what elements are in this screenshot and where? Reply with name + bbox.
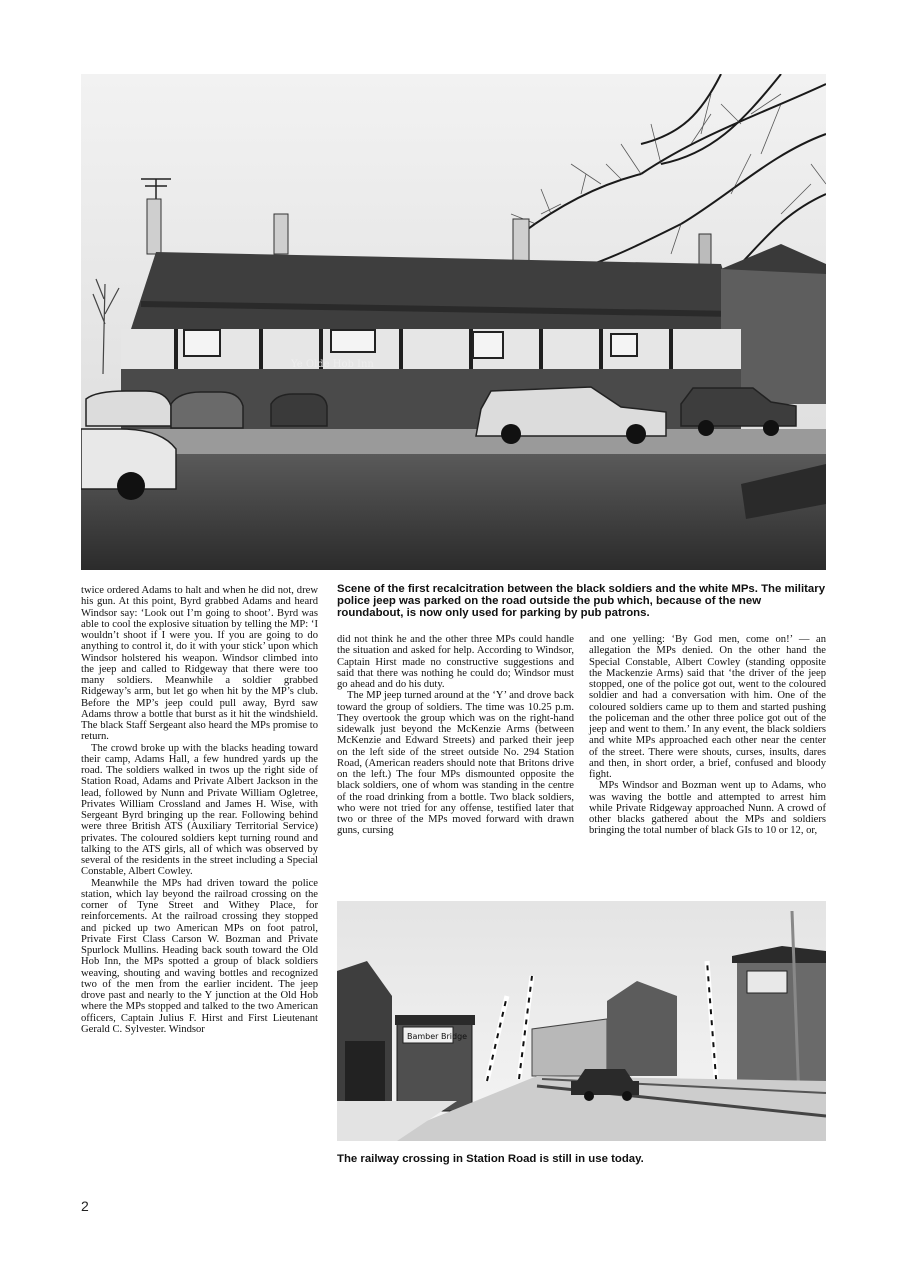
paragraph: twice ordered Adams to halt and when he did not, drew his gun. At this point, Byrd grabbed Adams and heard Windsor say: ‘Look out I’m going to shoot’. Byrd was able to cool the explosive situation by telling the MP: ‘I wouldn’t shoot if I were you. If you are going to do anything to control it, do it with your stick’ upon which Windsor holstered his weapon. Windsor climbed into the jeep and called to Ridgeway that there were too many soldiers. Meanwhile a soldier grabbed Ridgeway’s arm, but let go when hit by the MP’s club. Before the MP’s jeep could pull away, Byrd saw Adams throw a bottle that burst as it hit the windshield. The black Staff Sergeant also heard the MPs promise to return. (81, 585, 318, 743)
page-number: 2 (81, 1198, 89, 1214)
pub-photo-caption: Scene of the first recalcitration between the black soldiers and the white MPs. The military police jeep was parked on the road outside the pub which, because of the new roundabout, is now only used for parking by pub patrons. (337, 583, 826, 620)
paragraph: MPs Windsor and Bozman went up to Adams, who was waving the bottle and attempted to arrest him while Private Ridgeway approached Nunn. A crowd of other blacks gathered about the MPs and soldiers bringing the total number of black GIs to 10 or 12, or, (589, 780, 826, 837)
railway-crossing-caption: The railway crossing in Station Road is still in use today. (337, 1153, 644, 1165)
paragraph: The crowd broke up with the blacks heading toward their camp, Adams Hall, a few hundred yards up the road. The soldiers walked in twos up the right side of Station Road, Adams and Private Albert Jackson in the lead, followed by Nunn and Private William Ogletree, Privates William Crossland and James H. Wise, with Sergeant Byrd bringing up the rear. Following behind were three British ATS (Auxiliary Territorial Service) privates. The coloured soldiers kept turning round and talking to the ATS girls, all of which was observed by several of the residents in the street including a Special Constable, Albert Cowley. (81, 742, 318, 878)
pub-photo (81, 74, 826, 570)
paragraph: and one yelling: ‘By God men, come on!’ — an allegation the MPs denied. On the other hand the Special Constable, Albert Cowley (standing opposite the Mackenzie Arms) said that ‘the driver of the jeep stopped, one of the police got out, went to the coloured soldier and had a conversation with him. One of the coloured soldiers came up to them and started pushing the policeman and the other three police got out of the jeep and went to them.’ In any event, the black soldiers and white MPs approached each other near the center of the street. There were shouts, curses, insults, dares and then, in short order, a brief, confused and bloody fight. (589, 634, 826, 780)
pub-sign: Ye Olde Hob Inn (291, 359, 374, 370)
paragraph: Meanwhile the MPs had driven toward the police station, which lay beyond the railroad crossing on the corner of Tyne Street and Withey Place, for reinforcements. At the railroad crossing they stopped and picked up two American MPs on foot patrol, Private First Class Carson W. Bozman and Private Spurlock Mullins. Heading back south toward the Old Hob Inn, the MPs spotted a group of black soldiers weaving, shouting and waving bottles and recognized two of the men from the earlier incident. The jeep drove past and nearly to the Y junction at the Old Hob where the MPs stopped and talked to the two American officers, Captain Julius F. Hirst and First Lieutenant Gerald C. Sylvester. Windsor (81, 877, 318, 1035)
pub-photo-graphic (81, 74, 826, 570)
station-sign: Bamber Bridge (407, 1032, 468, 1041)
text-column-1 (81, 585, 318, 1035)
paragraph: did not think he and the other three MPs could handle the situation and asked for help. According to Windsor, Captain Hirst made no constructive suggestions and said that there was nothing he could do; Windsor must go ahead and do his duty. (337, 634, 574, 690)
railway-crossing-photo (337, 901, 826, 1141)
railway-crossing-graphic (337, 901, 826, 1141)
text-column-3 (589, 634, 826, 837)
text-column-2 (337, 634, 574, 837)
paragraph: The MP jeep turned around at the ‘Y’ and drove back toward the group of soldiers. The time was 10.25 p.m. They overtook the group which was on the right-hand sidewalk just beyond the McKenzie Arms (between McKenzie and Edward Streets) and parked their jeep on the left side of the street outside No. 294 Station Road, (American readers should note that Britons drive on the left.) The four MPs dismounted opposite the black soldiers, one of whom was standing in the centre of the road drinking from a bottle. Two black soldiers, who were not tried for any offense, testified later that two or three of the MPs moved forward with drawn guns, cursing (337, 690, 574, 837)
